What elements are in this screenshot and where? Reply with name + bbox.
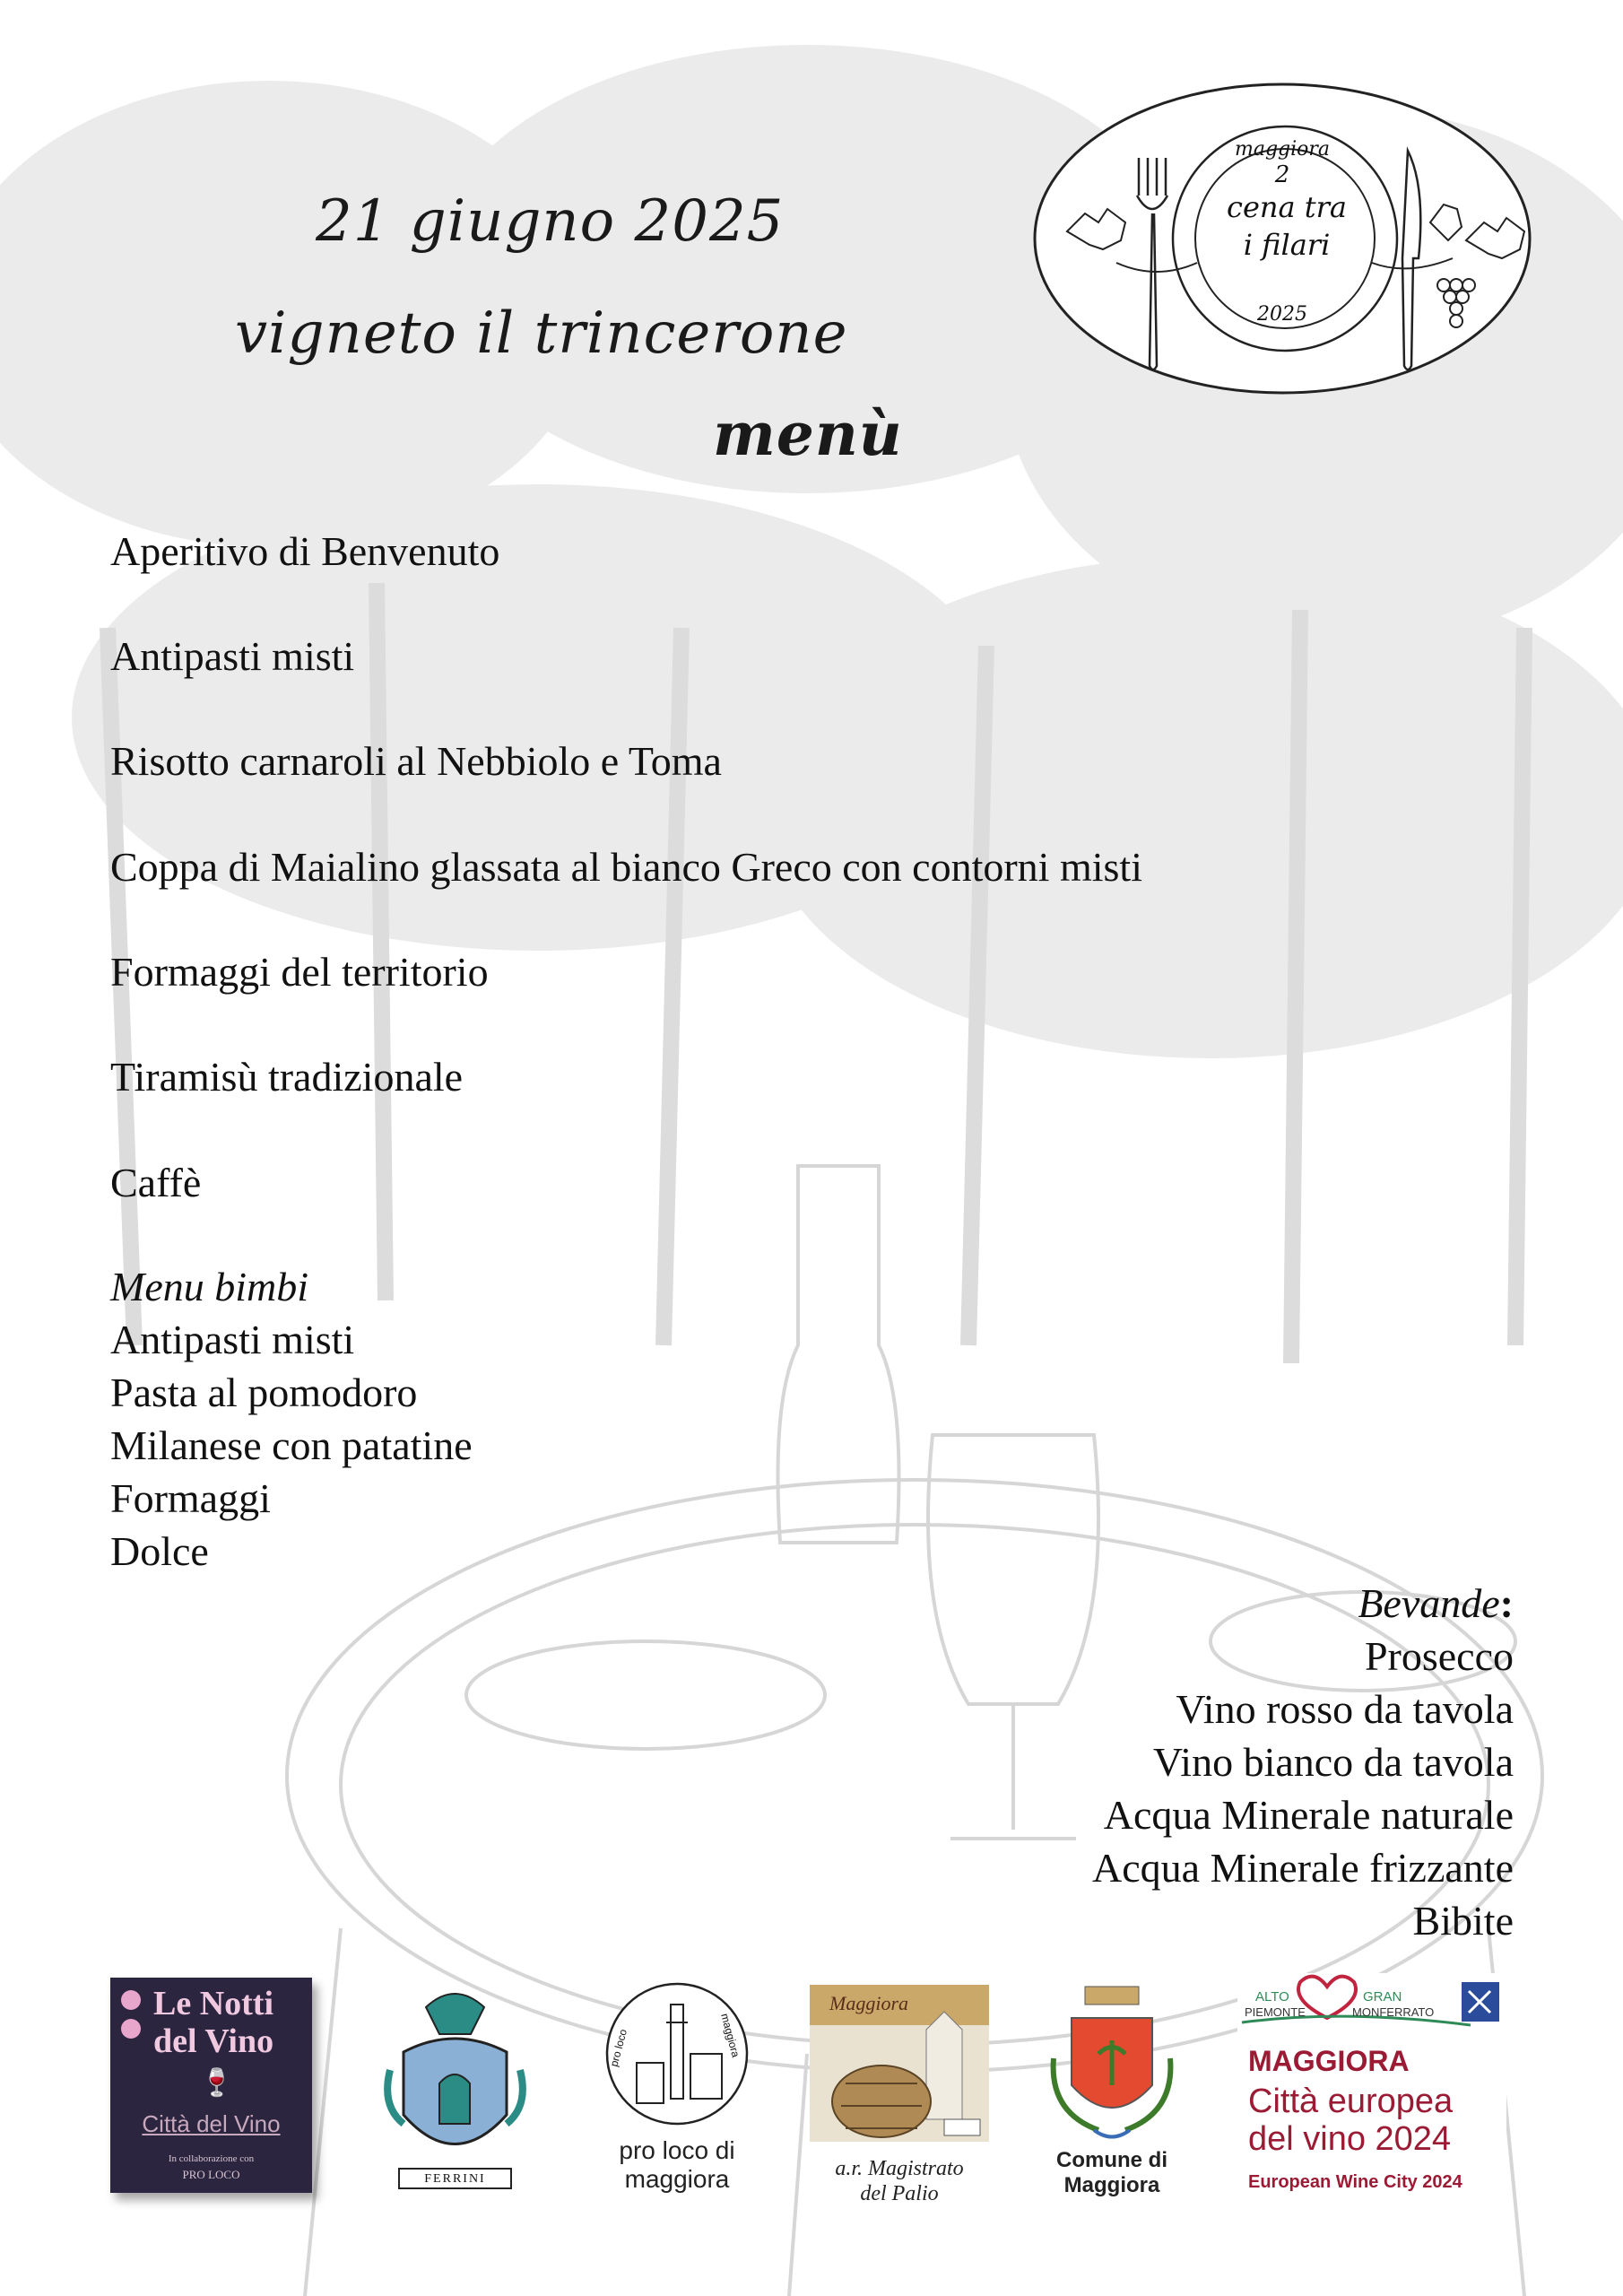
- drinks-list: [1092, 1577, 1514, 1947]
- drink-item: Bibite: [1412, 1898, 1514, 1944]
- comune-line2: Maggiora: [1063, 2173, 1160, 2197]
- magistrato-painting-label: Maggiora: [829, 1992, 908, 2014]
- monferrato-label: MONFERRATO: [1352, 2005, 1435, 2019]
- pink-dots-icon: [121, 1990, 141, 2039]
- notti-line2: del Vino: [153, 2022, 274, 2060]
- drink-item: Vino bianco da tavola: [1152, 1739, 1514, 1785]
- proloco-line2: maggiora: [624, 2165, 730, 2193]
- drinks-title: [1092, 1577, 1514, 1630]
- course-item: Formaggi del territorio: [110, 949, 489, 995]
- kids-menu-item: Formaggi: [110, 1475, 271, 1521]
- notti-collab: In collaborazione con: [168, 2153, 255, 2164]
- event-logo-year: 2025: [1257, 303, 1307, 326]
- wine-city-line2: del vino 2024: [1248, 2120, 1452, 2158]
- alto-label: ALTO: [1255, 1989, 1289, 2005]
- alto-piemonte-heart-icon: [1237, 1973, 1506, 2036]
- drink-item: Acqua Minerale naturale: [1103, 1792, 1514, 1838]
- le-notti-del-vino-logo: [110, 1978, 312, 2193]
- wine-city-town: MAGGIORA: [1248, 2045, 1410, 2077]
- citta-del-vino: Città del Vino: [142, 2110, 281, 2137]
- glass-icon: 🍷: [200, 2068, 234, 2098]
- pro-loco-maggiora-logo: [601, 1982, 753, 2202]
- comune-line1: Comune di: [1056, 2148, 1167, 2172]
- course-item: Caffè: [110, 1160, 202, 1205]
- proloco-ring-left: pro loco: [607, 2027, 630, 2068]
- event-logo: [1031, 79, 1533, 397]
- gran-label: GRAN: [1363, 1989, 1402, 2005]
- wine-city-line1: Città europea: [1248, 2083, 1454, 2120]
- course-item: Risotto carnaroli al Nebbiolo e Toma: [110, 738, 722, 784]
- drinks-title-text: Bevande: [1358, 1580, 1500, 1626]
- course-item: Tiramisù tradizionale: [110, 1054, 464, 1100]
- drink-item: Acqua Minerale frizzante: [1092, 1845, 1514, 1891]
- kids-menu-title: Menu bimbi: [110, 1264, 309, 1309]
- event-venue: vigneto il trincerone: [235, 300, 848, 367]
- event-logo-title-2: i filari: [1243, 228, 1331, 262]
- kids-menu-item: Dolce: [110, 1528, 209, 1574]
- event-logo-title-1: cena tra: [1227, 190, 1347, 224]
- course-item: Antipasti misti: [110, 633, 355, 679]
- course-item: Coppa di Maialino glassata al bianco Greco con contorni misti: [110, 844, 1142, 890]
- kids-menu-item: Antipasti misti: [110, 1317, 355, 1362]
- magistrato-line1: a.r. Magistrato: [835, 2157, 964, 2180]
- kids-menu-item: Pasta al pomodoro: [110, 1370, 418, 1415]
- crest-icon: [377, 1980, 534, 2200]
- drinks-title-colon: :: [1499, 1580, 1514, 1626]
- event-logo-town: maggiora: [1234, 138, 1331, 161]
- piemonte-label: PIEMONTE: [1245, 2005, 1306, 2019]
- comune-di-maggiora-logo: [1036, 1978, 1188, 2197]
- notti-proloco: PRO LOCO: [182, 2168, 240, 2181]
- kids-menu-item: Milanese con patatine: [110, 1422, 473, 1468]
- magistrato-line2: del Palio: [860, 2182, 939, 2205]
- ferrini-crest-logo: [377, 1980, 534, 2200]
- ferrini-banner: FERRINI: [424, 2172, 486, 2186]
- wine-city-english: European Wine City 2024: [1248, 2172, 1462, 2192]
- notti-line1: Le Notti: [153, 1985, 274, 2022]
- course-item: Aperitivo di Benvenuto: [110, 528, 500, 574]
- proloco-line1: pro loco di: [619, 2136, 735, 2164]
- event-logo-edition: 2: [1274, 161, 1290, 188]
- proloco-ring-right: maggiora: [718, 2012, 742, 2059]
- drink-item: Vino rosso da tavola: [1176, 1686, 1514, 1732]
- magistrato-del-palio-logo: [810, 1985, 989, 2205]
- european-wine-city-logo: [1237, 1973, 1506, 2206]
- event-date: 21 giugno 2025: [316, 188, 785, 255]
- kids-menu: [110, 1260, 473, 1578]
- drink-item: Prosecco: [1364, 1633, 1514, 1679]
- town-coat-of-arms-icon: [1036, 1978, 1188, 2148]
- menu-title: menù: [713, 399, 903, 469]
